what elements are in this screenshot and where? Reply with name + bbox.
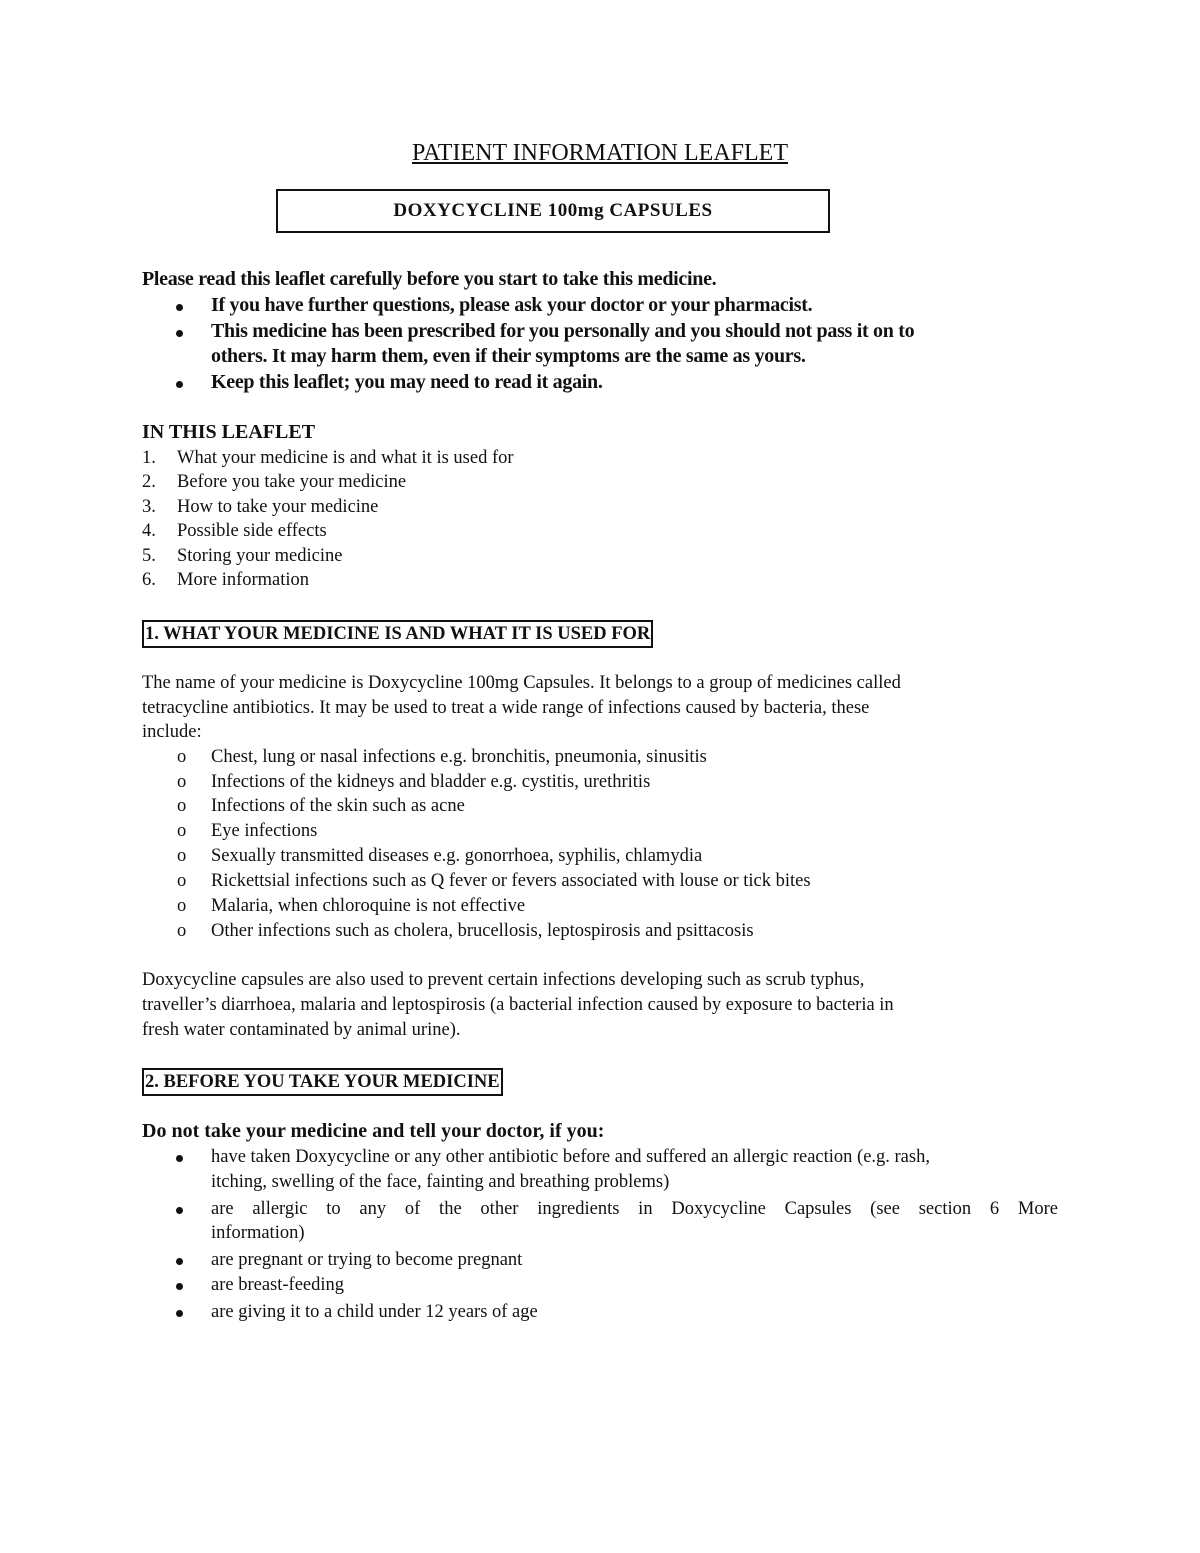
toc-item: More information (177, 570, 310, 590)
list-marker: o (177, 871, 187, 891)
bullet-icon (176, 330, 183, 337)
list-marker: o (177, 821, 187, 841)
warning-bullet: are giving it to a child under 12 years of age (211, 1302, 538, 1322)
infection-item: Infections of the kidneys and bladder e.g. cystitis, urethritis (211, 772, 651, 792)
list-marker: o (177, 747, 187, 767)
prevention-paragraph: fresh water contaminated by animal urine). (142, 1020, 461, 1040)
infection-item: Infections of the skin such as acne (211, 796, 465, 816)
warning-bullet: are pregnant or trying to become pregnant (211, 1250, 523, 1270)
toc-item: Before you take your medicine (177, 472, 407, 492)
bullet-icon (176, 1258, 183, 1265)
infection-item: Chest, lung or nasal infections e.g. bronchitis, pneumonia, sinusitis (211, 747, 707, 767)
infection-item: Eye infections (211, 821, 318, 841)
bullet-icon (176, 381, 183, 388)
bullet-icon (176, 1283, 183, 1290)
warning-bullet: are breast-feeding (211, 1275, 345, 1295)
bullet-icon (176, 304, 183, 311)
list-marker: o (177, 772, 187, 792)
intro-bullet: This medicine has been prescribed for you personally and you should not pass it on to (211, 320, 915, 342)
intro-bullet: If you have further questions, please ask your doctor or your pharmacist. (211, 294, 813, 316)
section-2-heading: 2. BEFORE YOU TAKE YOUR MEDICINE (142, 1068, 503, 1096)
section-1-paragraph: tetracycline antibiotics. It may be used to treat a wide range of infections caused by bacteria, these (142, 698, 870, 718)
toc-number: 1. (142, 448, 156, 468)
infection-item: Other infections such as cholera, brucellosis, leptospirosis and psittacosis (211, 921, 754, 941)
toc-item: Possible side effects (177, 521, 327, 541)
bullet-icon (176, 1155, 183, 1162)
toc-item: What your medicine is and what it is used for (177, 448, 514, 468)
page-title: PATIENT INFORMATION LEAFLET (411, 140, 788, 166)
toc-item: How to take your medicine (177, 497, 379, 517)
toc-item: Storing your medicine (177, 546, 343, 566)
warning-bullet-continuation: information) (211, 1223, 305, 1243)
warning-bullet: have taken Doxycycline or any other antibiotic before and suffered an allergic reaction (e.g. rash, (211, 1147, 930, 1167)
infection-item: Sexually transmitted diseases e.g. gonorrhoea, syphilis, chlamydia (211, 846, 703, 866)
infection-item: Malaria, when chloroquine is not effective (211, 896, 526, 916)
prevention-paragraph: traveller’s diarrhoea, malaria and leptospirosis (a bacterial infection caused by exposure to bacteria in (142, 995, 894, 1015)
list-marker: o (177, 796, 187, 816)
warning-bullet-continuation: itching, swelling of the face, fainting and breathing problems) (211, 1172, 670, 1192)
toc-number: 5. (142, 546, 156, 566)
bullet-icon (176, 1207, 183, 1214)
list-marker: o (177, 921, 187, 941)
list-marker: o (177, 846, 187, 866)
section-1-paragraph: include: (142, 722, 202, 742)
warning-bullet: are allergic to any of the other ingredients in Doxycycline Capsules (see section 6 More (211, 1199, 1058, 1219)
drug-name-box (276, 189, 830, 233)
section-1-heading: 1. WHAT YOUR MEDICINE IS AND WHAT IT IS USED FOR (142, 620, 653, 648)
toc-number: 2. (142, 472, 156, 492)
toc-number: 6. (142, 570, 156, 590)
intro-lead: Please read this leaflet carefully before you start to take this medicine. (142, 268, 717, 290)
intro-bullet: Keep this leaflet; you may need to read it again. (211, 371, 603, 393)
drug-name: DOXYCYCLINE 100mg CAPSULES (393, 200, 713, 221)
list-marker: o (177, 896, 187, 916)
toc-heading: IN THIS LEAFLET (142, 421, 316, 443)
toc-number: 4. (142, 521, 156, 541)
infection-item: Rickettsial infections such as Q fever or fevers associated with louse or tick bites (211, 871, 811, 891)
toc-number: 3. (142, 497, 156, 517)
section-1-paragraph: The name of your medicine is Doxycycline 100mg Capsules. It belongs to a group of medicines called (142, 673, 901, 693)
section-2-subheading: Do not take your medicine and tell your doctor, if you: (142, 1120, 605, 1142)
intro-bullet-continuation: others. It may harm them, even if their symptoms are the same as yours. (211, 345, 806, 367)
prevention-paragraph: Doxycycline capsules are also used to prevent certain infections developing such as scrub typhus, (142, 970, 865, 990)
bullet-icon (176, 1310, 183, 1317)
